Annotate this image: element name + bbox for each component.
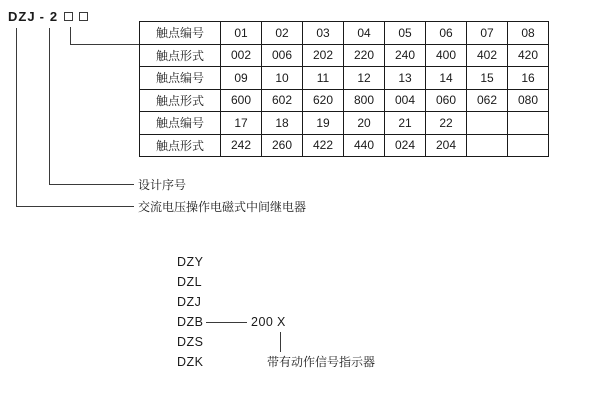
- contact-table-cell: 004: [385, 89, 426, 112]
- model-code: [8, 8, 88, 24]
- contact-table-cell: 05: [385, 22, 426, 45]
- contact-table-cell: 15: [467, 67, 508, 90]
- contact-table-cell: 09: [221, 67, 262, 90]
- contact-table-row: [140, 22, 549, 45]
- contact-table-row: [140, 89, 549, 112]
- contact-table-cell: 17: [221, 112, 262, 135]
- contact-table-row: [140, 44, 549, 67]
- contact-table-cell: 16: [508, 67, 549, 90]
- dzb-connector-line: [206, 322, 247, 323]
- contact-row-label: 触点编号: [140, 67, 221, 90]
- model-separator: -: [39, 8, 45, 24]
- contact-table-cell: 08: [508, 22, 549, 45]
- legend-item-label: DZS: [177, 335, 204, 349]
- contact-table-cell: 01: [221, 22, 262, 45]
- contact-table-cell: 242: [221, 134, 262, 157]
- contact-table-cell: 402: [467, 44, 508, 67]
- contact-table-cell: 062: [467, 89, 508, 112]
- indicator-note-label: 带有动作信号指示器: [267, 355, 376, 369]
- contact-table-cell: 800: [344, 89, 385, 112]
- contact-table-cell: 04: [344, 22, 385, 45]
- contact-table-cell: 03: [303, 22, 344, 45]
- contact-table-cell: 20: [344, 112, 385, 135]
- contact-table-cell: [508, 134, 549, 157]
- relay-type-label: 交流电压操作电磁式中间继电器: [138, 200, 307, 214]
- contact-table-cell: [467, 112, 508, 135]
- contact-code-callout-line-vertical: [70, 27, 71, 44]
- contact-table-cell: 060: [426, 89, 467, 112]
- contact-table-row: [140, 134, 549, 157]
- contact-table-cell: 10: [262, 67, 303, 90]
- contact-code-callout-line-horizontal: [70, 44, 139, 45]
- contact-table: [139, 21, 549, 157]
- contact-table-cell: 06: [426, 22, 467, 45]
- contact-table-cell: 12: [344, 67, 385, 90]
- contact-table-cell: 19: [303, 112, 344, 135]
- legend-item-label: DZK: [177, 355, 204, 369]
- contact-row-label: 触点编号: [140, 112, 221, 135]
- contact-row-label: 触点形式: [140, 44, 221, 67]
- contact-table-cell: 02: [262, 22, 303, 45]
- contact-table-row: [140, 112, 549, 135]
- model-prefix: DZJ: [8, 8, 36, 24]
- contact-table-cell: 006: [262, 44, 303, 67]
- model-design-digit: 2: [49, 8, 59, 24]
- contact-table-body: [140, 22, 549, 157]
- contact-table-cell: [467, 134, 508, 157]
- indicator-callout-line-vertical: [280, 332, 281, 352]
- contact-table-cell: 07: [467, 22, 508, 45]
- contact-row-label: 触点形式: [140, 89, 221, 112]
- contact-table-cell: 13: [385, 67, 426, 90]
- contact-code-placeholder-box: [79, 12, 88, 21]
- contact-table-cell: 204: [426, 134, 467, 157]
- contact-table-cell: 600: [221, 89, 262, 112]
- dzb-model-number: 200: [251, 315, 274, 329]
- relay-type-callout-line-vertical: [16, 28, 17, 206]
- contact-table-cell: 620: [303, 89, 344, 112]
- contact-code-placeholder-box: [64, 12, 73, 21]
- legend-item-dzs: [177, 332, 204, 352]
- contact-table-row: [140, 67, 549, 90]
- design-serial-label: 设计序号: [138, 178, 187, 192]
- design-serial-callout-line-horizontal: [49, 184, 134, 185]
- design-serial-callout-line-vertical: [49, 28, 50, 184]
- series-legend: [177, 252, 286, 372]
- legend-item-dzk: [177, 352, 204, 372]
- contact-table-cell: 240: [385, 44, 426, 67]
- legend-item-label: DZL: [177, 275, 203, 289]
- legend-item-label: DZB: [177, 315, 204, 329]
- legend-item-dzj: [177, 292, 204, 312]
- contact-table-cell: 400: [426, 44, 467, 67]
- legend-item-dzb: [177, 312, 286, 332]
- legend-item-dzy: [177, 252, 204, 272]
- dzb-variant-placeholder: X: [277, 315, 286, 329]
- contact-table-wrap: [139, 21, 549, 157]
- contact-table-cell: 420: [508, 44, 549, 67]
- contact-table-cell: 18: [262, 112, 303, 135]
- contact-table-cell: 220: [344, 44, 385, 67]
- contact-table-cell: 440: [344, 134, 385, 157]
- contact-table-cell: 21: [385, 112, 426, 135]
- contact-table-cell: 260: [262, 134, 303, 157]
- contact-table-cell: 422: [303, 134, 344, 157]
- legend-item-dzl: [177, 272, 204, 292]
- contact-table-cell: 14: [426, 67, 467, 90]
- legend-item-label: DZY: [177, 255, 204, 269]
- contact-table-cell: 202: [303, 44, 344, 67]
- contact-table-cell: 080: [508, 89, 549, 112]
- contact-row-label: 触点形式: [140, 134, 221, 157]
- contact-row-label: 触点编号: [140, 22, 221, 45]
- contact-table-cell: [508, 112, 549, 135]
- relay-type-callout-line-horizontal: [16, 206, 134, 207]
- contact-table-cell: 11: [303, 67, 344, 90]
- legend-item-label: DZJ: [177, 295, 202, 309]
- contact-table-cell: 002: [221, 44, 262, 67]
- contact-table-cell: 602: [262, 89, 303, 112]
- contact-table-cell: 024: [385, 134, 426, 157]
- contact-table-cell: 22: [426, 112, 467, 135]
